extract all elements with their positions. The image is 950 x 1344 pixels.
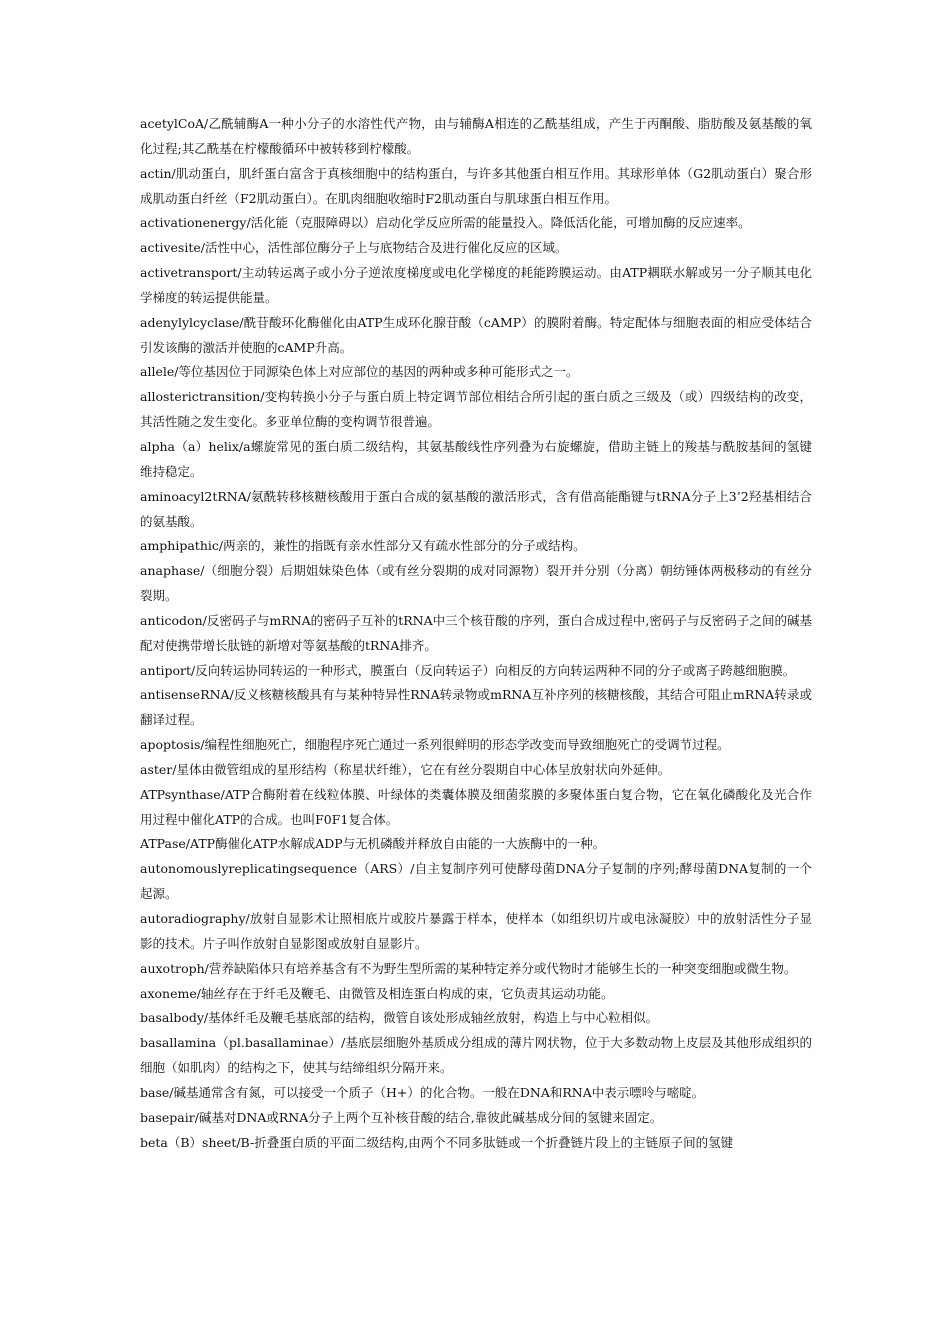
glossary-entry-allosteric-transition: allosterictransition/变构转换小分子与蛋白质上特定调节部位相结合所引起的蛋白质之三级及（或）四级结构的改变，其活性随之发生变化。多亚单位酶的变构调节很普遍。	[140, 389, 812, 430]
glossary-entry-anticodon: anticodon/反密码子与mRNA的密码子互补的tRNA中三个核苷酸的序列，蛋白合成过程中,密码子与反密码子之间的碱基配对使携带增长肽链的新增对等氨基酸的tRNA排齐。	[140, 612, 812, 653]
glossary-entry-active-site: activesite/活性中心，活性部位酶分子上与底物结合及进行催化反应的区域。	[140, 240, 568, 256]
glossary-entry-aster: aster/星体由微管组成的星形结构（称星状纤维），它在有丝分裂期自中心体呈放射状向外延伸。	[140, 761, 671, 777]
glossary-entry-beta-sheet: beta（B）sheet/B-折叠蛋白质的平面二级结构,由两个不同多肽链或一个折叠链片段上的主链原子间的氢键	[140, 1134, 734, 1150]
glossary-entry-amphipathic: amphipathic/两亲的，兼性的指既有亲水性部分又有疏水性部分的分子或结构。	[140, 538, 586, 554]
glossary-entry-active-transport: activetransport/主动转运离子或小分子逆浓度梯度或电化学梯度的耗能跨膜运动。由ATP耦联水解或另一分子顺其电化学梯度的转运提供能量。	[140, 265, 812, 305]
glossary-entry-ars: autonomouslyreplicatingsequence（ARS）/自主复制序列可使酵母菌DNA分子复制的序列;酵母菌DNA复制的一个起源。	[140, 861, 812, 902]
glossary-entry-actin: actin/肌动蛋白，肌纤蛋白富含于真核细胞中的结构蛋白，与许多其他蛋白相互作用。其球形单体（G2肌动蛋白）聚合形成肌动蛋白纤丝（F2肌动蛋白）。在肌肉细胞收缩时F2肌动蛋白与肌球蛋白相互作用。	[140, 165, 812, 206]
glossary-entry-auxotroph: auxotroph/营养缺陷体只有培养基含有不为野生型所需的某种特定养分或代物时才能够生长的一种突变细胞或微生物。	[140, 960, 797, 976]
glossary-entry-base-pair: basepair/碱基对DNA或RNA分子上两个互补核苷酸的结合,靠彼此碱基成分间的氢键来固定。	[140, 1109, 663, 1125]
glossary-entry-anaphase: anaphase/（细胞分裂）后期姐妹染色体（或有丝分裂期的成对同源物）裂开并分别（分离）朝纺锤体两极移动的有丝分裂期。	[140, 563, 812, 604]
glossary-entry-adenylyl-cyclase: adenylylcyclase/酰苷酸环化酶催化由ATP生成环化腺苷酸（cAMP）的膜附着酶。特定配体与细胞表面的相应受体结合引发该酶的激活并使胞的cAMP升高。	[140, 314, 812, 355]
glossary-entry-atpase: ATPase/ATP酶催化ATP水解成ADP与无机磷酸并释放自由能的一大族酶中的一种。	[140, 836, 606, 852]
glossary-entry-alpha-helix: alpha（a）helix/a螺旋常见的蛋白质二级结构，其氨基酸线性序列叠为右旋螺旋，借助主链上的羧基与酰胺基间的氢键维持稳定。	[140, 438, 812, 479]
glossary-entry-acetylcoa: acetylCoA/乙酰辅酶A一种小分子的水溶性代产物，由与辅酶A相连的乙酰基组成，产生于丙酮酸、脂肪酸及氨基酸的氧化过程;其乙酰基在柠檬酸循环中被转移到柠檬酸。	[140, 116, 812, 156]
glossary-entry-axoneme: axoneme/轴丝存在于纤毛及鞭毛、由微管及相连蛋白构成的束，它负责其运动功能。	[140, 985, 614, 1001]
glossary-entry-antiport: antiport/反向转运协同转运的一种形式，膜蛋白（反向转运子）向相反的方向转运两种不同的分子或离子跨越细胞膜。	[140, 662, 796, 678]
glossary-entry-apoptosis: apoptosis/编程性细胞死亡，细胞程序死亡通过一系列很鲜明的形态学改变而导致细胞死亡的受调节过程。	[140, 737, 730, 753]
glossary-entry-antisense-rna: antisenseRNA/反义核糖核酸具有与某种特异性RNA转录物或mRNA互补序列的核糖核酸，其结合可阻止mRNA转录或翻译过程。	[140, 687, 812, 728]
glossary-entry-aminoacyl-trna: aminoacyl2tRNA/氨酰转移核糖核酸用于蛋白合成的氨基酸的激活形式，含有借高能酯键与tRNA分子上3’2羟基相结合的氨基酸。	[140, 488, 812, 529]
glossary-entry-atp-synthase: ATPsynthase/ATP合酶附着在线粒体膜、叶绿体的类囊体膜及细菌浆膜的多聚体蛋白复合物，它在氧化磷酸化及光合作用过程中催化ATP的合成。也叫F0F1复合体。	[140, 786, 812, 827]
glossary-entry-basal-lamina: basallamina（pl.basallaminae）/基底层细胞外基质成分组成的薄片网状物，位于大多数动物上皮层及其他形成组织的细胞（如肌肉）的结构之下，使其与结缔组织分隔开来。	[140, 1035, 812, 1076]
glossary-entry-basal-body: basalbody/基体纤毛及鞭毛基底部的结构，微管自该处形成轴丝放射，构造上与中心粒相似。	[140, 1010, 659, 1026]
glossary-entry-base: base/碱基通常含有氮，可以接受一个质子（H+）的化合物。一般在DNA和RNA中表示嘌呤与嘧啶。	[140, 1084, 705, 1100]
glossary-entry-autoradiography: autoradiography/放射自显影术让照相底片或胶片暴露于样本，使样本（如组织切片或电泳凝胶）中的放射活性分子显影的技术。片子叫作放射自显影图或放射自显影片。	[140, 911, 812, 951]
glossary-entry-activation-energy: activationenergy/活化能（克服障碍以）启动化学反应所需的能量投入。降低活化能，可增加酶的反应速率。	[140, 215, 751, 231]
glossary-body	[140, 112, 812, 1155]
glossary-entry-allele: allele/等位基因位于同源染色体上对应部位的基因的两种或多种可能形式之一。	[140, 364, 579, 380]
